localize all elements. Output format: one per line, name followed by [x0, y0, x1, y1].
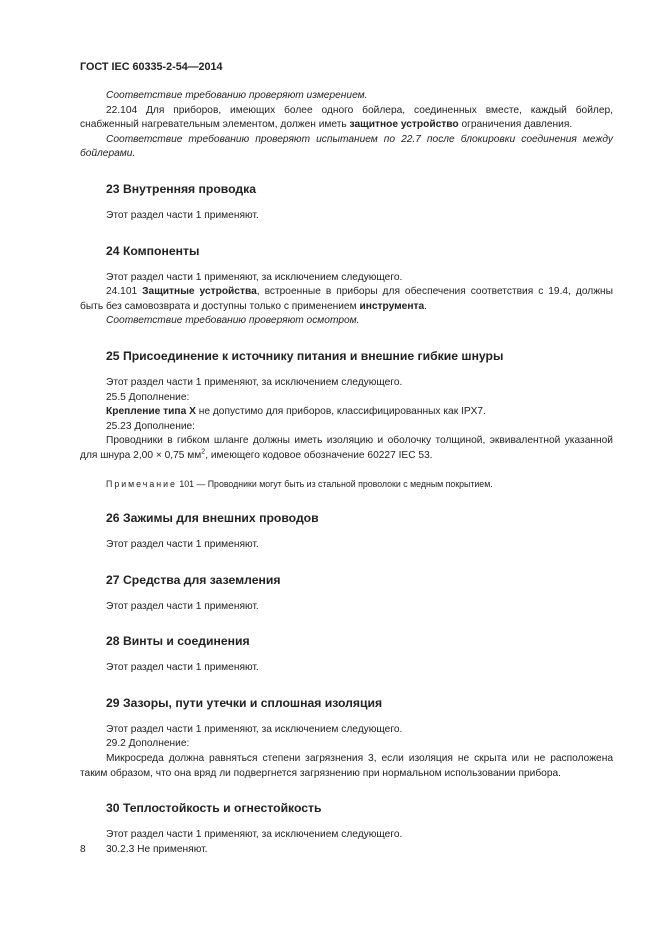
section-heading-23: 23 Внутренняя проводка	[106, 181, 257, 196]
term-bold: Крепление типа X	[106, 406, 196, 418]
paragraph: Этот раздел части 1 применяют.	[106, 209, 259, 221]
paragraph: Микросреда должна равняться степени загрязнения 3, если изоляция не скрыта или не расположена таким образом, что она вряд ли подвергнется загрязнению при нормальном использовании прибора.	[80, 753, 613, 779]
section-heading-29: 29 Зазоры, пути утечки и сплошная изоляция	[106, 695, 383, 710]
section-heading-24: 24 Компоненты	[106, 243, 200, 258]
document-header: ГОСТ IEC 60335-2-54—2014	[80, 61, 223, 73]
paragraph: Соответствие требованию проверяют измерением.	[106, 90, 368, 101]
paragraph: 30.2.3 Не применяют.	[106, 843, 208, 855]
paragraph: Крепление типа X не допустимо для приборов, классифицированных как IPX7.	[106, 406, 486, 418]
paragraph: Этот раздел части 1 применяют, за исключением следующего.	[106, 271, 403, 283]
paragraph-22-104: 22.104 Для приборов, имеющих более одного бойлера, соединенных вместе, каждый бойлер, снабженный нагревательным элементом, должен иметь защитное устройство ограничения давления.	[80, 104, 613, 131]
paragraph: Этот раздел части 1 применяют.	[106, 662, 259, 674]
paragraph: 25.5 Дополнение:	[106, 391, 190, 403]
paragraph: Этот раздел части 1 применяют, за исключением следующего.	[106, 829, 403, 841]
paragraph: Соответствие требованию проверяют осмотром.	[106, 315, 360, 327]
paragraph: Этот раздел части 1 применяют.	[106, 539, 259, 551]
page-content	[80, 89, 613, 857]
paragraph: Этот раздел части 1 применяют, за исключением следующего.	[106, 723, 403, 735]
term-bold: инструмента	[359, 300, 425, 312]
paragraph-24-101: 24.101 Защитные устройства, встроенные в приборы для обеспечения соответствия с 19.4, должны быть без самовозврата и доступны только с применением инструмента.	[80, 286, 613, 312]
note-label: Примечание	[106, 478, 177, 489]
section-heading-30: 30 Теплостойкость и огнестойкость	[106, 801, 322, 816]
paragraph: 29.2 Дополнение:	[106, 738, 190, 750]
section-heading-28: 28 Винты и соединения	[106, 634, 250, 649]
term-bold: защитное устройство	[349, 119, 459, 131]
paragraph: Этот раздел части 1 применяют.	[106, 600, 259, 612]
paragraph: Проводники в гибком шланге должны иметь изоляцию и оболочку толщиной, эквивалентной указанной для шнура 2,00 × 0,75 $мм^2$, имеющего кодовое обозначение 60227 IEC 53.	[80, 435, 613, 461]
term-bold: Защитные устройства	[142, 286, 257, 298]
section-heading-27: 27 Средства для заземления	[106, 572, 281, 587]
paragraph: Соответствие требованию проверяют испытанием по 22.7 после блокировки соединения между бойлерами.	[80, 133, 613, 160]
paragraph: Этот раздел части 1 применяют, за исключением следующего.	[106, 376, 403, 388]
paragraph: 25.23 Дополнение:	[106, 420, 196, 432]
page-number: 8	[80, 844, 86, 855]
note: Примечание 101 — Проводники могут быть из стальной проволоки с медным покрытием.	[106, 478, 493, 489]
section-heading-26: 26 Зажимы для внешних проводов	[106, 511, 319, 526]
section-heading-25: 25 Присоединение к источнику питания и внешние гибкие шнуры	[106, 348, 504, 363]
